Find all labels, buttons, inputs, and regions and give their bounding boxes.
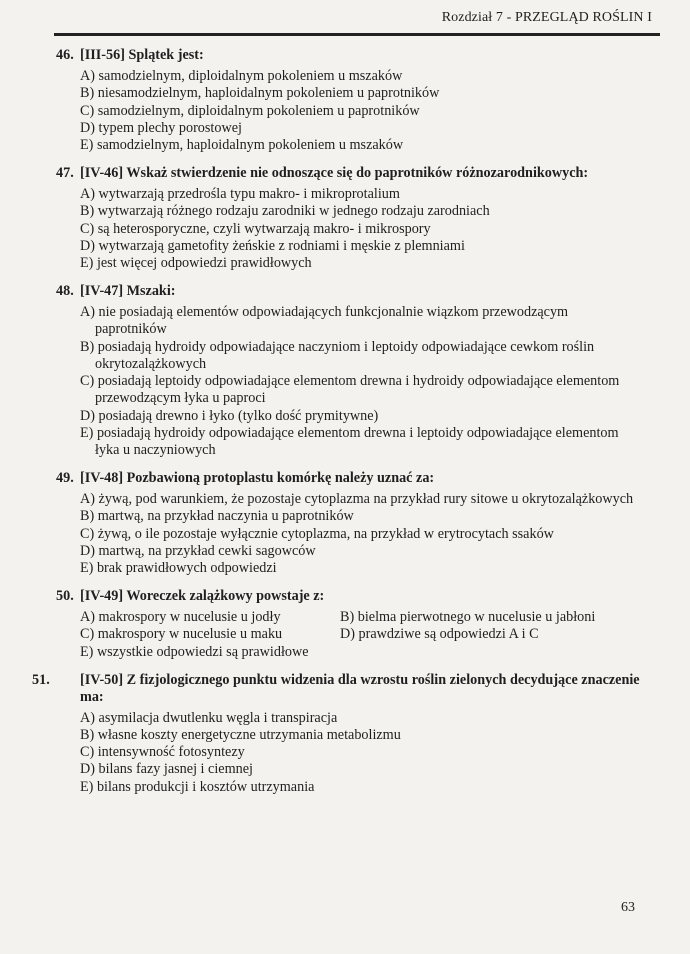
question-46 (56, 47, 641, 154)
answer-options (80, 609, 641, 661)
answer-option-d: D) bilans fazy jasnej i ciemnej (80, 761, 253, 778)
answer-option-d: D) typem plechy porostowej (80, 119, 242, 136)
answer-option-c: C) intensywność fotosyntezy (80, 744, 245, 761)
question-title (32, 671, 641, 706)
answer-option-d: D) martwą, na przykład cewki sagowców (80, 543, 316, 560)
answer-options (80, 186, 641, 272)
answer-option-b: B) bielma pierwotnego w nucelusie u jabłoni (340, 609, 596, 626)
answer-option-d: D) prawdziwe są odpowiedzi A i C (340, 626, 539, 643)
running-head: Rozdział 7 - PRZEGLĄD ROŚLIN I (441, 10, 652, 25)
question-51 (32, 671, 641, 796)
answer-option-c: C) są heterosporyczne, czyli wytwarzają makro- i mikrospory (80, 220, 431, 237)
answer-option-a: A) żywą, pod warunkiem, że pozostaje cytoplazma na przykład rury sitowe u okrytozalążkowych (80, 491, 634, 508)
answer-option-b: B) wytwarzają różnego rodzaju zarodniki w jednego rodzaju zarodniach (80, 203, 490, 220)
answer-option-a: A) makrospory w nucelusie u jodły (80, 609, 281, 626)
answer-option-c: C) makrospory w nucelusie u maku (80, 626, 283, 643)
question-50 (56, 588, 641, 661)
answer-options (80, 304, 641, 460)
question-title (56, 47, 641, 64)
answer-option-e: E) bilans produkcji i kosztów utrzymania (80, 778, 315, 795)
question-list (32, 47, 641, 807)
question-47 (56, 165, 641, 272)
answer-option-b: B) niesamodzielnym, haploidalnym pokoleniem u paprotników (80, 85, 440, 102)
answer-option-b: B) posiadają hydroidy odpowiadające naczyniom i leptoidy odpowiadające cewkom roślin okrytozalążkowych (80, 338, 595, 372)
question-text: [III-56] Splątek jest: (80, 47, 204, 63)
answer-option-b: B) martwą, na przykład naczynia u paprotników (80, 508, 354, 525)
answer-option-c: C) posiadają leptoidy odpowiadające elementom drewna i hydroidy odpowiadające elementom przewodzącym łyka u paproci (80, 373, 620, 407)
answer-option-d: D) posiadają drewno i łyko (tylko dość prymitywne) (80, 407, 379, 424)
question-number: 50. (56, 588, 74, 605)
question-title (56, 165, 641, 182)
question-number: 49. (56, 470, 74, 487)
answer-option-c: C) żywą, o ile pozostaje wyłącznie cytoplazma, na przykład w erytrocytach ssaków (80, 525, 554, 542)
question-48 (56, 283, 641, 460)
answer-option-c: C) samodzielnym, diploidalnym pokoleniem u paprotników (80, 102, 420, 119)
question-text: [IV-48] Pozbawioną protoplastu komórkę należy uznać za: (80, 470, 435, 487)
question-number: 47. (56, 164, 74, 181)
question-text: [IV-46] Wskaż stwierdzenie nie odnoszące się do paprotników różnozarodnikowych: (80, 164, 589, 181)
answer-option-e: E) wszystkie odpowiedzi są prawidłowe (80, 643, 309, 660)
question-text: [IV-47] Mszaki: (80, 282, 176, 299)
answer-option-e: E) samodzielnym, haploidalnym pokoleniem u mszaków (80, 137, 404, 154)
answer-option-b: B) własne koszty energetyczne utrzymania metabolizmu (80, 726, 401, 743)
answer-row (80, 609, 641, 626)
answer-option-d: D) wytwarzają gametofity żeńskie z rodniami i męskie z plemniami (80, 237, 465, 254)
answer-options (80, 710, 641, 796)
page-number: 63 (621, 900, 635, 915)
question-number: 48. (56, 282, 74, 299)
answer-option-a: A) asymilacja dwutlenku węgla i transpiracja (80, 709, 338, 726)
question-number: 51. (32, 671, 50, 688)
answer-option-e: E) posiadają hydroidy odpowiadające elementom drewna i leptoidy odpowiadające elementom łyka u naczyniowych (80, 425, 619, 459)
question-number: 46. (56, 47, 74, 63)
question-text: [IV-50] Z fizjologicznego punktu widzenia dla wzrostu roślin zielonych decydujące znaczenie ma: (80, 671, 640, 705)
question-title (56, 588, 641, 605)
question-text: [IV-49] Woreczek zalążkowy powstaje z: (80, 588, 325, 605)
answer-option-e: E) jest więcej odpowiedzi prawidłowych (80, 255, 312, 272)
question-title (56, 283, 641, 300)
answer-option-a: A) nie posiadają elementów odpowiadających funkcjonalnie wiązkom przewodzącym paprotników (80, 303, 569, 338)
answer-options (80, 68, 641, 154)
answer-options (80, 491, 641, 577)
question-49 (56, 470, 641, 577)
answer-option-e: E) brak prawidłowych odpowiedzi (80, 560, 277, 577)
answer-option-a: A) samodzielnym, diploidalnym pokoleniem u mszaków (80, 68, 403, 84)
question-title (56, 470, 641, 487)
answer-option-a: A) wytwarzają przedrośla typu makro- i mikroprotalium (80, 185, 400, 202)
answer-row (80, 626, 641, 643)
header-rule (54, 33, 660, 36)
